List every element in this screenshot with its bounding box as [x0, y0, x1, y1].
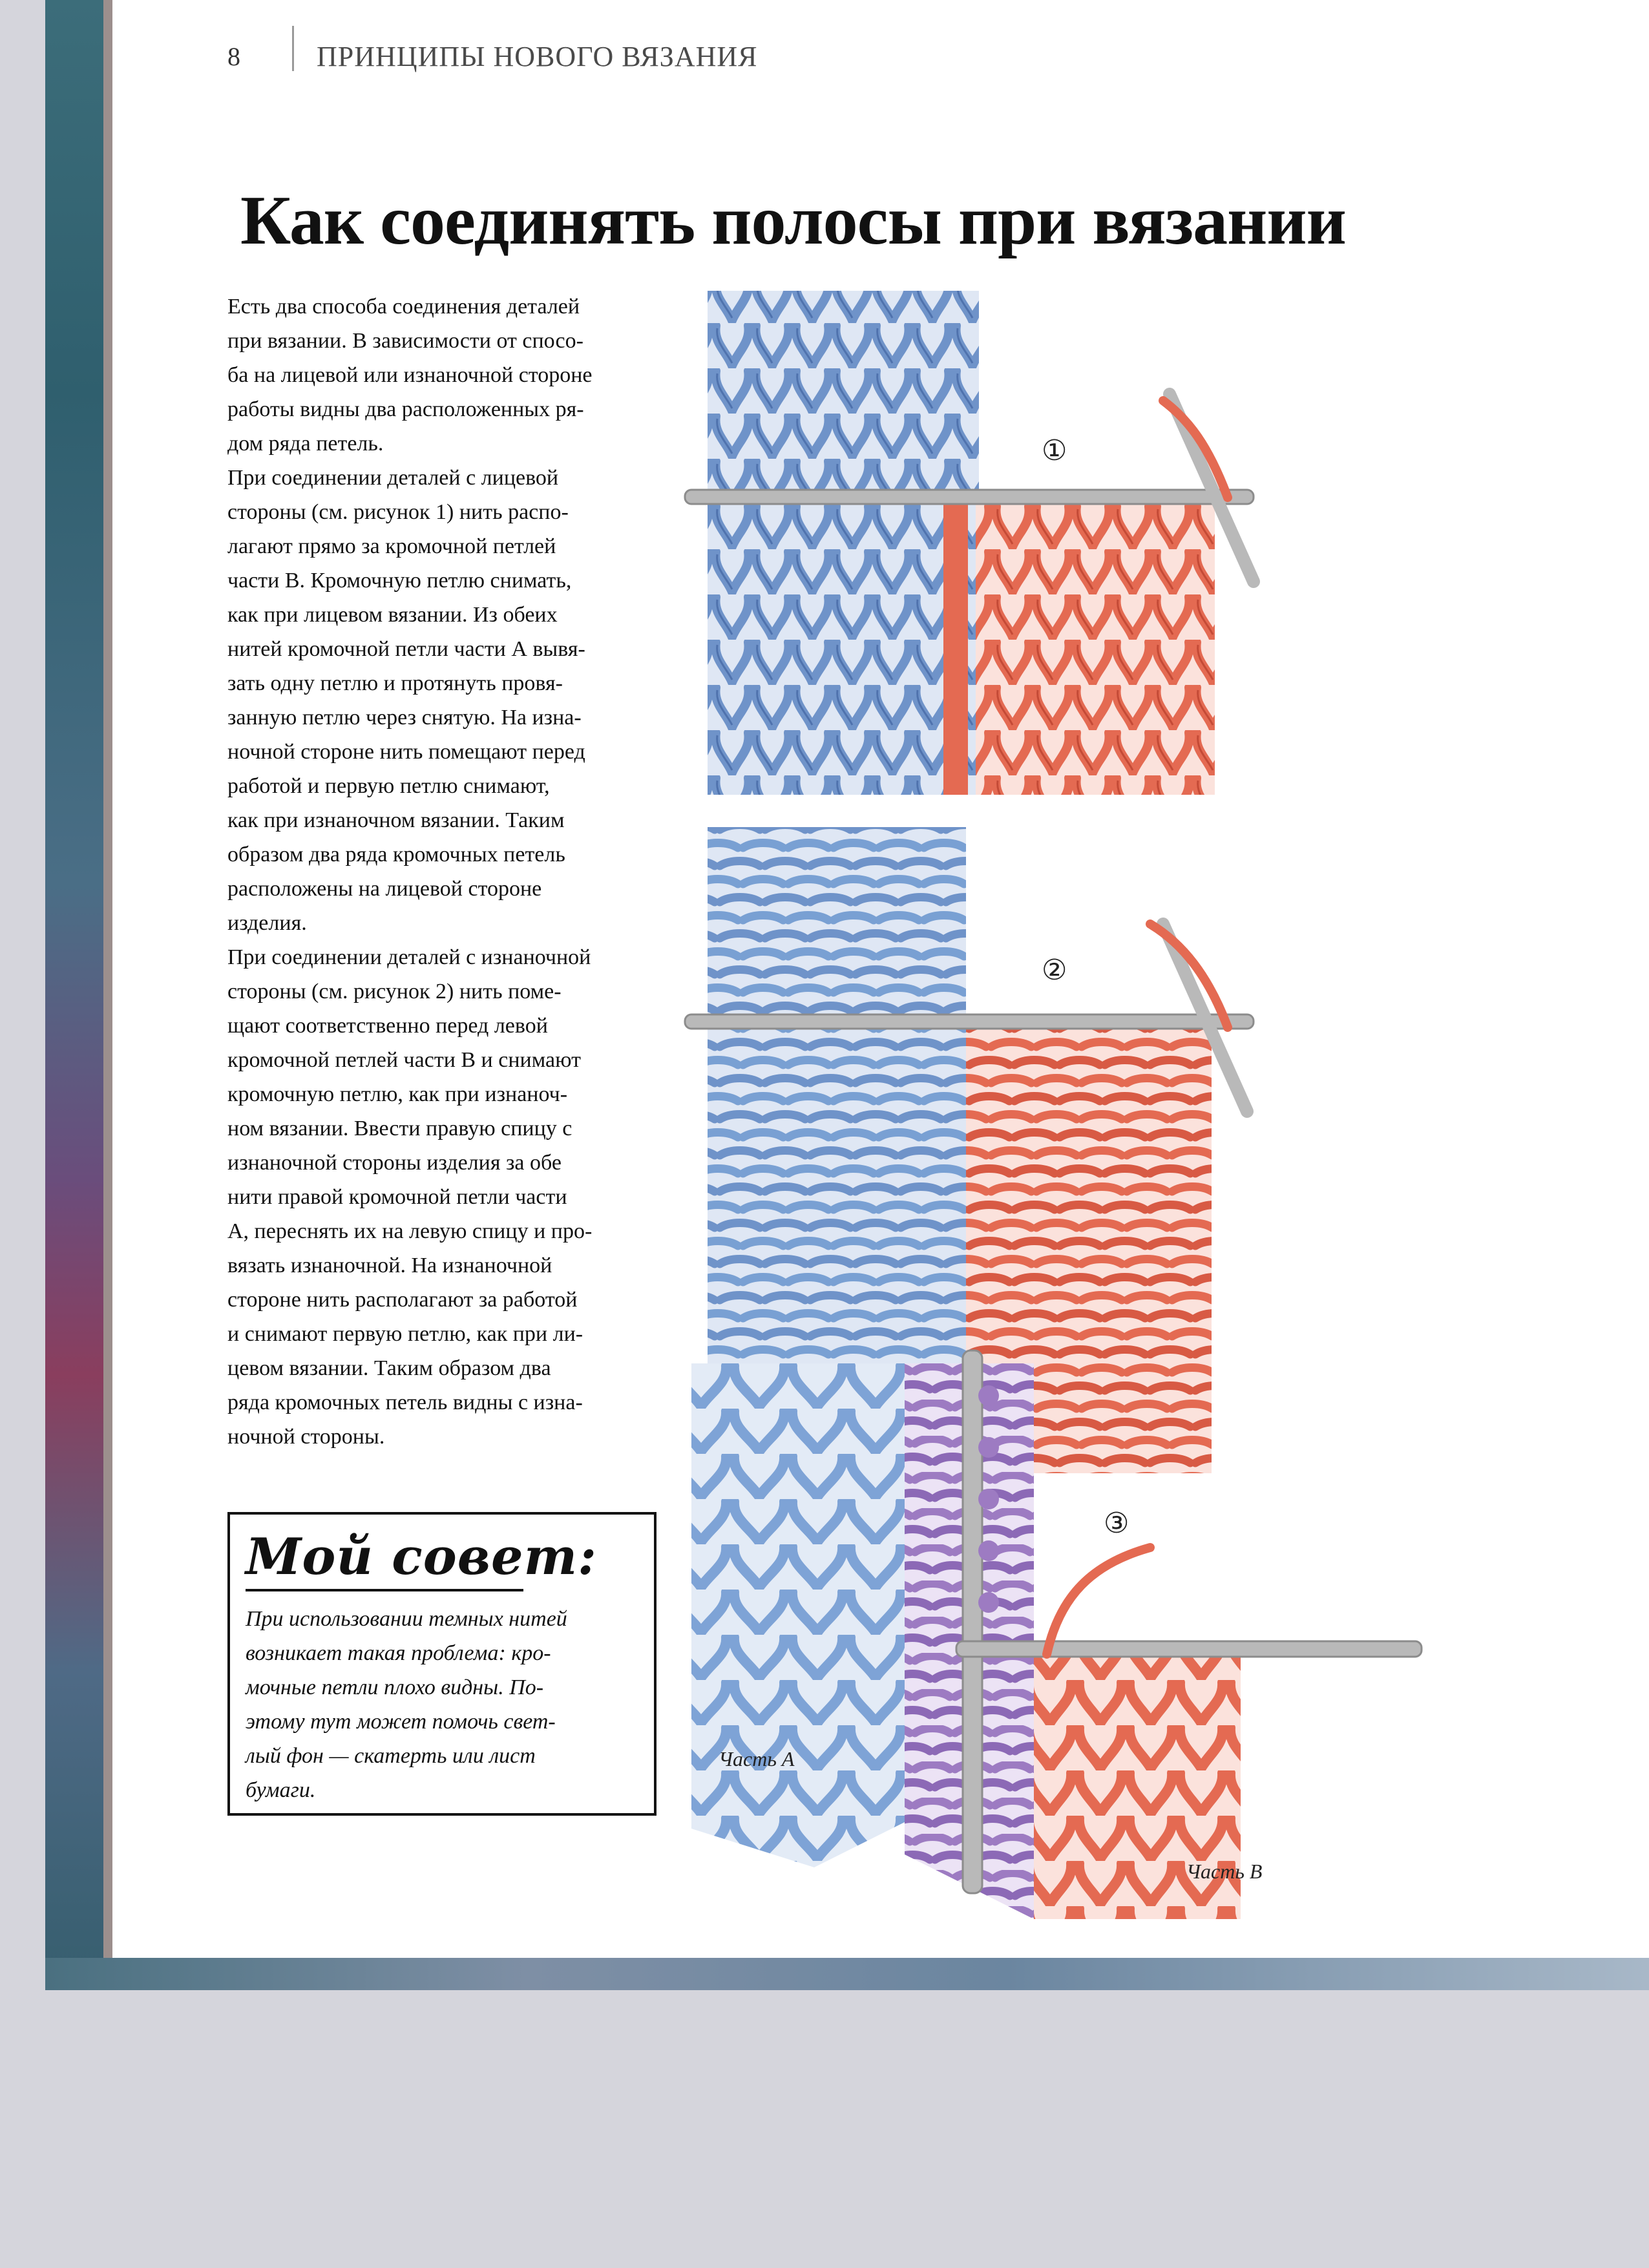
- text-line: ночной стороне нить помещают перед: [227, 740, 585, 764]
- book-page-edge: [103, 0, 112, 1964]
- text-line: кромочной петлей части В и снимают: [227, 1048, 581, 1072]
- text-line: нитей кромочной петли части А вывя-: [227, 637, 585, 661]
- figure-marker: ③: [1104, 1507, 1129, 1540]
- text-line: зать одну петлю и протянуть провя-: [227, 671, 563, 695]
- tip-line: возникает такая проблема: кро-: [246, 1641, 551, 1665]
- fabric-part-a: [708, 291, 979, 795]
- text-line: занную петлю через снятую. На изна-: [227, 706, 582, 730]
- text-line: как при изнаночном вязании. Таким: [227, 808, 565, 832]
- text-line: цевом вязании. Таким образом два: [227, 1356, 551, 1380]
- body-text: [227, 289, 654, 1454]
- tip-line: При использовании темных нитей: [246, 1607, 567, 1631]
- tip-line: мочные петли плохо видны. По-: [246, 1675, 544, 1699]
- running-title: ПРИНЦИПЫ НОВОГО ВЯЗАНИЯ: [317, 41, 758, 72]
- text-line: расположены на лицевой стороне: [227, 877, 542, 901]
- text-line: ряда кромочных петель видны с изна-: [227, 1391, 583, 1414]
- knitting-needle: [685, 1014, 1254, 1029]
- header-divider: [292, 26, 294, 71]
- text-line: ном вязании. Ввести правую спицу с: [227, 1117, 572, 1140]
- text-line: и снимают первую петлю, как при ли-: [227, 1322, 583, 1346]
- text-line: вязать изнаночной. На изнаночной: [227, 1254, 552, 1277]
- tip-line: этому тут может помочь свет-: [246, 1710, 556, 1734]
- text-line: А, переснять их на левую спицу и про-: [227, 1219, 593, 1243]
- text-line: лагают прямо за кромочной петлей: [227, 534, 556, 558]
- text-line: образом два ряда кромочных петель: [227, 843, 565, 866]
- text-line: дом ряда петель.: [227, 432, 384, 456]
- text-line: изнаночной стороны изделия за обе: [227, 1151, 562, 1175]
- text-line: При соединении деталей с изнаночной: [227, 945, 591, 969]
- text-line: ночной стороны.: [227, 1425, 385, 1449]
- working-yarn: [1047, 1548, 1150, 1654]
- tip-line: бумаги.: [246, 1778, 316, 1802]
- text-line: стороны (см. рисунок 1) нить распо-: [227, 500, 569, 524]
- text-line: ба на лицевой или изнаночной стороне: [227, 363, 593, 387]
- page-number: 8: [227, 42, 240, 71]
- knitting-needle: [685, 490, 1254, 504]
- text-line: работы видны два расположенных ря-: [227, 397, 584, 421]
- knitting-needle: [956, 1641, 1422, 1657]
- figure-1: [685, 291, 1254, 795]
- book-cover-bottom-edge: [45, 1958, 1649, 1990]
- page-title: Как соединять полосы при вязании: [240, 182, 1346, 259]
- text-line: стороны (см. рисунок 2) нить поме-: [227, 980, 562, 1003]
- figure-marker: ①: [1042, 434, 1067, 467]
- text-line: при вязании. В зависимости от спосо-: [227, 329, 583, 353]
- text-line: части В. Кромочную петлю снимать,: [227, 569, 572, 593]
- text-line: кромочную петлю, как при изнаноч-: [227, 1082, 568, 1106]
- fabric-part-a: [691, 1363, 905, 1867]
- tip-line: лый фон — скатерть или лист: [246, 1744, 536, 1768]
- text-line: изделия.: [227, 911, 307, 935]
- tip-title-underline: [246, 1589, 523, 1591]
- book-cover-spine: [45, 0, 103, 1964]
- edge-yarn: [943, 491, 968, 795]
- tip-title: Мой совет:: [246, 1528, 597, 1586]
- caption-part-b: Часть В: [1186, 1860, 1263, 1883]
- fabric-part-b: [976, 498, 1215, 795]
- text-line: щают соответственно перед левой: [227, 1014, 548, 1038]
- text-line: работой и первую петлю снимают,: [227, 774, 550, 798]
- text-line: При соединении деталей с лицевой: [227, 466, 559, 490]
- knitting-needle: [963, 1350, 982, 1893]
- text-line: Есть два способа соединения деталей: [227, 295, 580, 319]
- text-line: стороне нить располагают за работой: [227, 1288, 578, 1312]
- caption-part-a: Часть А: [719, 1747, 795, 1770]
- text-line: как при лицевом вязании. Из обеих: [227, 603, 558, 627]
- knitting-illustrations: [672, 278, 1447, 1932]
- tip-box: [227, 1512, 656, 1816]
- figure-marker: ②: [1042, 954, 1067, 987]
- text-line: нити правой кромочной петли части: [227, 1185, 567, 1209]
- tip-text: [246, 1602, 640, 1807]
